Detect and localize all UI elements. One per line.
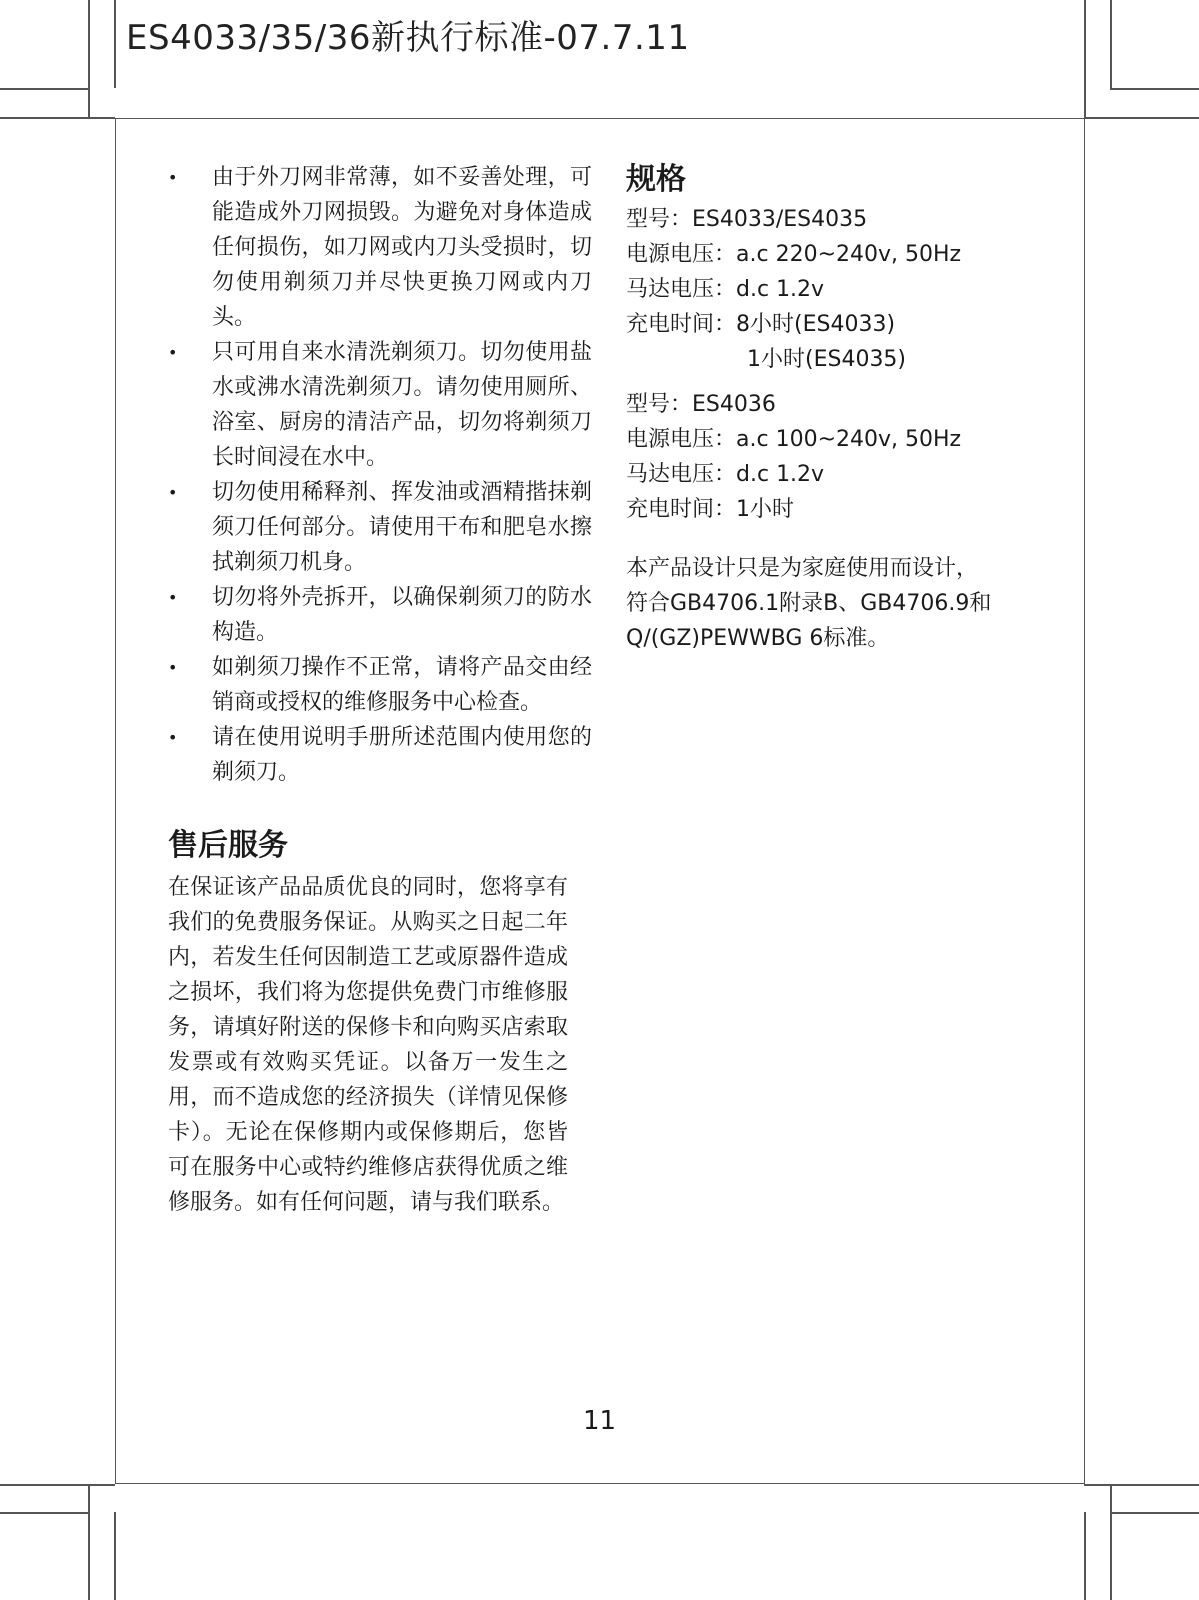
- standards-note-line: 本产品设计只是为家庭使用而设计，: [626, 556, 979, 581]
- spec-row-motor: [626, 272, 1066, 307]
- spec-value: a.c 100~240v, 50Hz: [736, 427, 962, 452]
- spec-row-voltage: [626, 422, 1066, 457]
- crop-mark: [114, 0, 116, 88]
- crop-mark: [1110, 1512, 1199, 1514]
- list-item: [168, 335, 592, 475]
- bullet: •: [168, 588, 178, 607]
- left-column: [168, 160, 592, 1220]
- crop-mark: [0, 88, 88, 90]
- list-item: [168, 580, 592, 650]
- note-text: 请在使用说明手册所述范围内使用您的剃须刀。: [212, 725, 592, 785]
- safety-notes-list: [168, 160, 592, 790]
- spec-label: 充电时间：: [626, 312, 737, 337]
- spec-value: d.c 1.2v: [736, 462, 825, 487]
- bullet: •: [168, 728, 178, 747]
- spec-value: a.c 220~240v, 50Hz: [736, 242, 962, 267]
- crop-mark: [0, 1484, 115, 1486]
- list-item: [168, 720, 592, 790]
- spec-label: 马达电压：: [626, 277, 737, 302]
- note-text: 如剃须刀操作不正常，请将产品交由经销商或授权的维修服务中心检查。: [212, 655, 592, 715]
- spec-label: 电源电压：: [626, 427, 737, 452]
- standards-note-line: Q/(GZ)PEWWBG 6标准。: [626, 626, 890, 651]
- spec-value: ES4036: [692, 392, 776, 417]
- crop-mark: [1084, 117, 1199, 119]
- bullet: •: [168, 343, 178, 362]
- spec-value: 8小时(ES4033): [736, 312, 896, 337]
- spec-value: ES4033/ES4035: [692, 207, 868, 232]
- spec-row-motor: [626, 457, 1066, 492]
- spec-group-es4033-es4035: [626, 202, 1066, 377]
- note-text: 只可用自来水清洗剃须刀。切勿使用盐水或沸水清洗剃须刀。请勿使用厕所、浴室、厨房的清洁产品，切勿将剃须刀长时间浸在水中。: [212, 340, 592, 470]
- service-paragraph: 在保证该产品品质优良的同时，您将享有我们的免费服务保证。从购买之日起二年内，若发生任何因制造工艺或原器件造成之损坏，我们将为您提供免费门市维修服务，请填好附送的保修卡和向购买店索取发票或有效购买凭证。以备万一发生之用，而不造成您的经济损失（详情见保修卡）。无论在保修期内或保修期后，您皆可在服务中心或特约维修店获得优质之维修服务。如有任何问题，请与我们联系。: [168, 875, 568, 1215]
- spec-row-voltage: [626, 237, 1066, 272]
- spec-row-model: [626, 387, 1066, 422]
- crop-mark: [0, 1512, 88, 1514]
- crop-mark: [1110, 0, 1112, 88]
- note-text: 由于外刀网非常薄，如不妥善处理，可能造成外刀网损毁。为避免对身体造成任何损伤，如刀网或内刀头受损时，切勿使用剃须刀并尽快更换刀网或内刀头。: [212, 165, 592, 330]
- spec-value: d.c 1.2v: [736, 277, 825, 302]
- list-item: [168, 160, 592, 335]
- crop-mark: [88, 1484, 90, 1600]
- note-text: 切勿使用稀释剂、挥发油或酒精揩抹剃须刀任何部分。请使用干布和肥皂水擦拭剃须刀机身。: [212, 480, 592, 575]
- list-item: [168, 475, 592, 580]
- bullet: •: [168, 168, 178, 187]
- section-title: 售后服务: [168, 828, 288, 863]
- crop-mark: [1110, 88, 1199, 90]
- bullet: •: [168, 658, 178, 677]
- spec-label: 马达电压：: [626, 462, 737, 487]
- after-sales-section: [168, 826, 588, 1220]
- right-column: [626, 160, 1066, 656]
- crop-mark: [114, 1512, 116, 1600]
- spec-group-es4036: [626, 387, 1066, 527]
- standards-note: [626, 551, 1066, 656]
- spec-value-continued: 1小时(ES4035): [747, 347, 907, 372]
- page-number: 11: [582, 1406, 617, 1436]
- spec-label: 电源电压：: [626, 242, 737, 267]
- spec-row-model: [626, 202, 1066, 237]
- standards-note-line: 符合GB4706.1附录B、GB4706.9和: [626, 591, 992, 616]
- note-text: 切勿将外壳拆开，以确保剃须刀的防水构造。: [212, 585, 592, 645]
- bullet: •: [168, 483, 178, 502]
- spec-label: 型号：: [626, 392, 693, 417]
- spec-row-charge: [626, 492, 1066, 527]
- crop-mark: [1084, 1484, 1199, 1486]
- spec-label: 充电时间：: [626, 497, 737, 522]
- list-item: [168, 650, 592, 720]
- crop-mark: [1084, 0, 1086, 118]
- document-title: ES4033/35/36新执行标准-07.7.11: [126, 18, 690, 58]
- crop-mark: [0, 117, 115, 119]
- spec-label: 型号：: [626, 207, 693, 232]
- spec-row-charge: [626, 307, 1066, 342]
- crop-mark: [1110, 1484, 1112, 1600]
- crop-mark: [1084, 1512, 1086, 1600]
- section-title: 规格: [626, 162, 686, 197]
- crop-mark: [88, 0, 90, 118]
- spec-value: 1小时: [736, 497, 795, 522]
